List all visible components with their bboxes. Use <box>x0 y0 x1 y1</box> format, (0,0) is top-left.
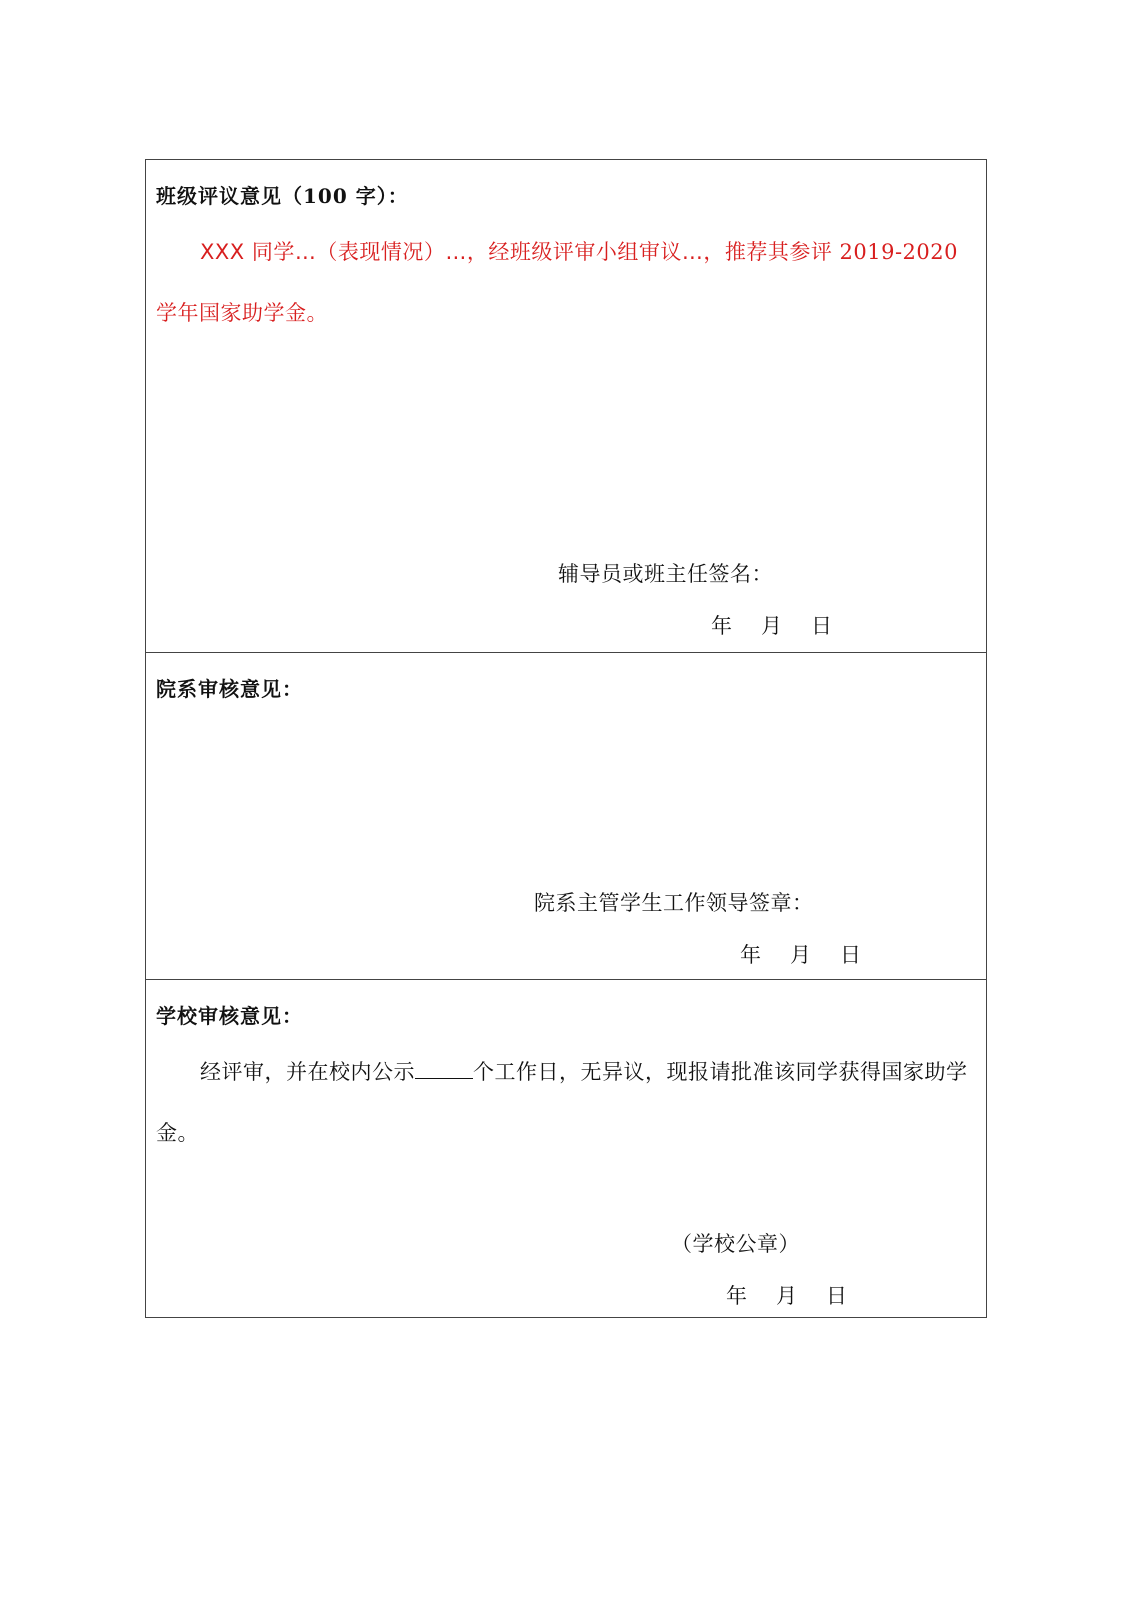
class-review-text-part2: 学年国家助学金。 <box>156 301 328 325</box>
public-days-blank <box>415 1060 473 1079</box>
date-year-label: 年 <box>740 943 762 967</box>
class-review-date <box>711 610 833 640</box>
date-day-label: 日 <box>811 614 833 638</box>
class-review-section <box>146 160 986 652</box>
class-review-text <box>156 222 976 344</box>
date-month-label: 月 <box>790 943 812 967</box>
dept-review-heading: 院系审核意见： <box>156 677 303 701</box>
class-review-heading-suffix: 字）： <box>347 184 409 208</box>
class-review-heading <box>156 180 409 209</box>
school-review-heading: 学校审核意见： <box>156 1004 303 1028</box>
school-review-date <box>726 1280 848 1310</box>
school-review-text <box>156 1042 976 1164</box>
school-review-section <box>146 979 986 1317</box>
dept-review-section <box>146 652 986 979</box>
date-year-label: 年 <box>711 614 733 638</box>
review-form-table <box>145 159 987 1318</box>
date-month-label: 月 <box>761 614 783 638</box>
class-review-text-years: 2019-2020 <box>839 240 958 264</box>
date-month-label: 月 <box>776 1284 798 1308</box>
date-day-label: 日 <box>826 1284 848 1308</box>
date-year-label: 年 <box>726 1284 748 1308</box>
class-review-signature-label: 辅导员或班主任签名： <box>558 562 773 586</box>
school-review-text-part1: 经评审，并在校内公示 <box>200 1060 415 1084</box>
class-review-heading-number: 100 <box>303 184 348 208</box>
school-review-text-part2: 个工作日，无异议，现报请批准该同学获得国家助学金。 <box>156 1060 968 1145</box>
dept-review-signature-label: 院系主管学生工作领导签章： <box>534 891 814 915</box>
class-review-heading-prefix: 班级评议意见（ <box>156 184 303 208</box>
date-day-label: 日 <box>840 943 862 967</box>
class-review-text-part1: XXX 同学…（表现情况）…，经班级评审小组审议…，推荐其参评 <box>200 240 840 264</box>
school-seal-label: （学校公章） <box>671 1232 800 1256</box>
dept-review-date <box>740 939 862 969</box>
